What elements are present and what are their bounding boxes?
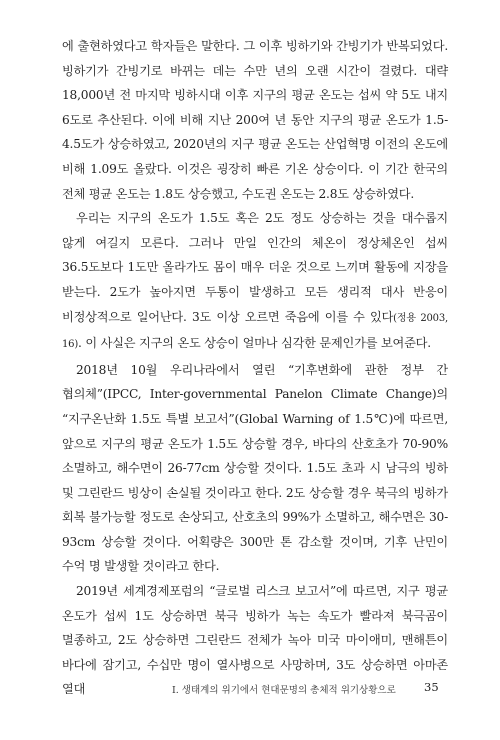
running-head: I. 생태계의 위기에서 현대문명의 총체적 위기상황으로 <box>172 685 396 696</box>
page-number: 35 <box>424 680 439 694</box>
citation: (정용 2003, 16) <box>62 312 448 351</box>
paragraph-2-tail: . 이 사실은 지구의 온도 상승이 얼마나 심각한 문제인가를 보여준다. <box>78 336 431 351</box>
paragraph-3 <box>62 358 448 579</box>
paragraph-4-text: 2019년 세계경제포럼의 “글로벌 리스크 보고서”에 따르면, 지구 평균 온도가 섭씨 1도 상승하면 북극 빙하가 녹는 속도가 빨라져 북극곰이 멸종하고, 2도 상승하면 그린란드 전체가 녹아 미국 마이애미, 맨해튼이 바다에 잠기고, 수십만 명이 열사병으로 사망하며, 3도 상승하면 아마존 열대 <box>62 584 448 697</box>
body-text <box>62 34 448 702</box>
page-footer <box>0 680 500 700</box>
paragraph-1-text: 에 출현하였다고 학자들은 말한다. 그 이후 빙하기와 간빙기가 반복되었다. 빙하기가 간빙기로 바뀌는 데는 수만 년의 오랜 시간이 걸렸다. 대략 18,000년 전 마지막 빙하시대 이후 지구의 평균 온도는 섭씨 약 5도 내지 6도로 추산된다. 이에 비해 지난 200여 년 동안 지구의 평균 온도가 1.5-4.5도가 상승하였고, 2020년의 지구 평균 온도는 산업혁명 이전의 온도에 비해 1.09도 올랐다. 이것은 굉장히 빠른 기온 상승이다. 이 기간 한국의 전체 평균 온도는 1.8도 상승했고, 수도권 온도는 2.8도 상승하였다. <box>62 39 448 201</box>
paragraph-2 <box>62 206 448 358</box>
paragraph-1 <box>62 34 448 206</box>
paragraph-3-text: 2018년 10월 우리나라에서 열린 “기후변화에 관한 정부 간 협의체”(IPCC, Inter-governmental Panelon Climate Change)의 “지구온난화 1.5도 특별 보고서”(Global Warning of 1.5℃)에 따르면, 앞으로 지구의 평균 온도가 1.5도 상승할 경우, 바다의 산호초가 70-90% 소멸하고, 해수면이 26-77cm 상승할 것이다. 1.5도 초과 시 남극의 빙하 및 그린란드 빙상이 손실될 것이라고 한다. 2도 상승할 경우 북극의 빙하가 회복 불가능할 정도로 손상되고, 산호초의 99%가 소멸하고, 해수면은 30-93cm 상승할 것이다. 어획량은 300만 톤 감소할 것이며, 기후 난민이 수억 명 발생할 것이라고 한다. <box>62 362 448 574</box>
paragraph-2-text: 우리는 지구의 온도가 1.5도 혹은 2도 정도 상승하는 것을 대수롭지 않게 여길지 모른다. 그러나 만일 인간의 체온이 정상체온인 섭씨 36.5도보다 1도만 올라가도 몸이 매우 더운 것으로 느끼며 활동에 지장을 받는다. 2도가 높아지면 두통이 발생하고 모든 생리적 대사 반응이 비정상적으로 일어난다. 3도 이상 오르면 죽음에 이를 수 있다 <box>62 211 448 324</box>
